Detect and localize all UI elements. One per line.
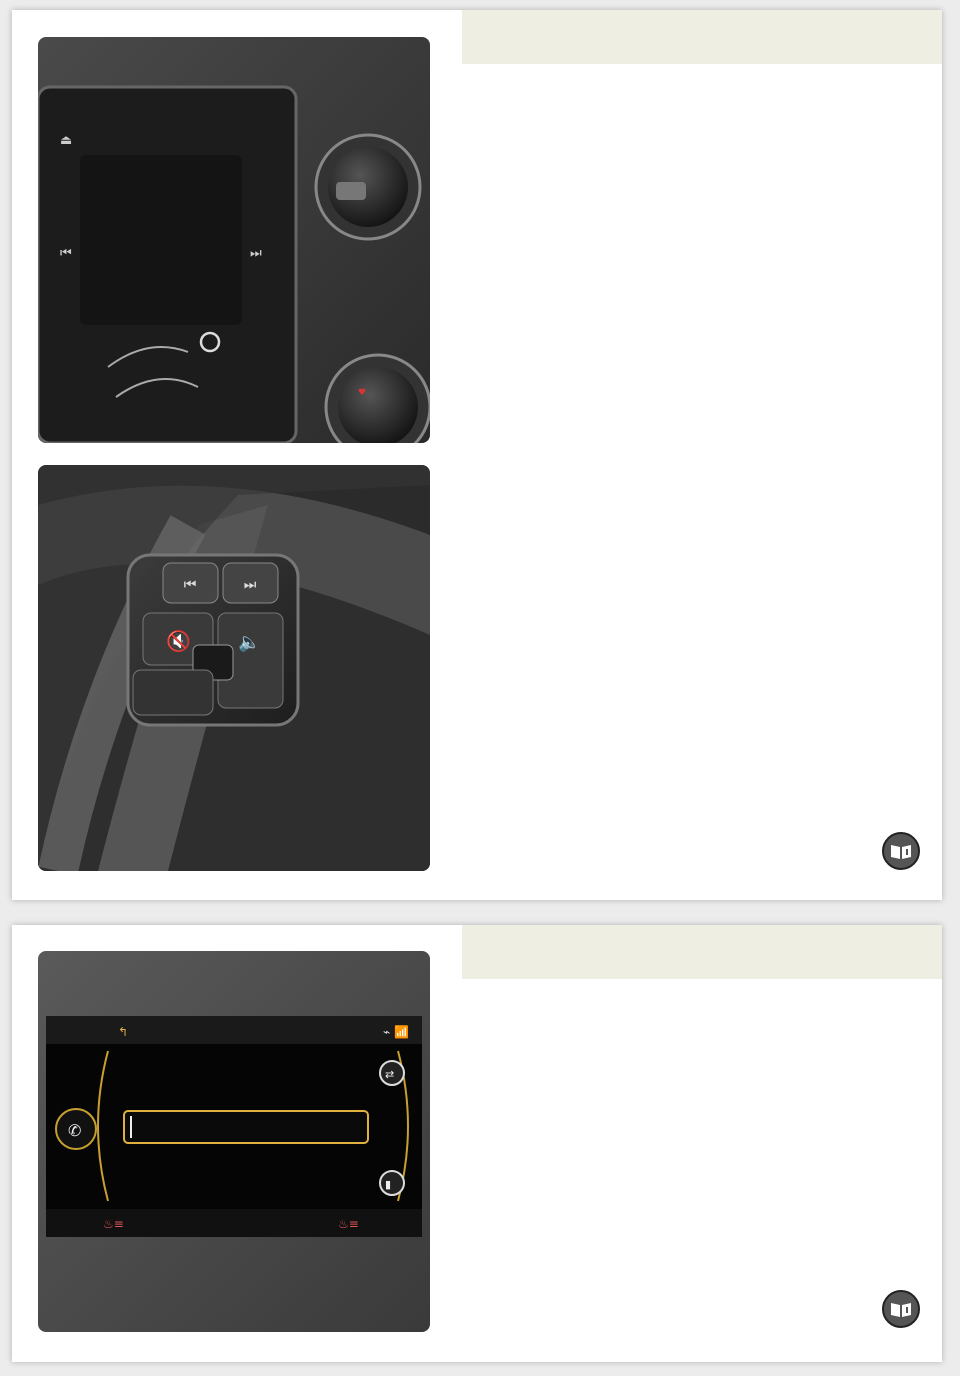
card-infotainment	[12, 10, 942, 900]
signal-icon: ⌁ 📶	[383, 1025, 409, 1039]
card-bluetooth	[12, 925, 942, 1362]
svg-text:✆: ✆	[68, 1121, 82, 1140]
steering-wheel-photo	[38, 465, 430, 871]
svg-text:▮: ▮	[385, 1178, 392, 1191]
center-console-photo	[38, 37, 430, 443]
book-icon-screen[interactable]	[380, 1171, 404, 1195]
swap-icon[interactable]	[380, 1061, 404, 1085]
display-screen-photo	[38, 951, 430, 1332]
wheel-exit-button[interactable]	[133, 670, 213, 715]
ok-menu-knob[interactable]	[316, 135, 420, 239]
section-header	[462, 925, 942, 979]
turn-icon: ↰	[118, 1025, 129, 1039]
svg-text:⇄: ⇄	[385, 1068, 395, 1081]
wheel-next-button[interactable]	[223, 563, 278, 603]
next-icon: ⏭	[243, 577, 257, 593]
next-icon[interactable]: ⏭	[250, 246, 262, 261]
wheel-prev-button[interactable]	[163, 563, 218, 603]
lr-knob[interactable]	[326, 355, 430, 443]
speaker-icon: 🔈	[238, 632, 261, 653]
prev-icon: ⏮	[183, 577, 197, 593]
mute-icon: 🔇	[166, 629, 191, 653]
prev-icon[interactable]: ⏮	[60, 246, 72, 261]
manual-book-icon	[882, 832, 920, 870]
eject-icon[interactable]: ⏏	[60, 133, 73, 148]
bluetooth-phone-icon	[56, 1109, 96, 1149]
manual-book-icon	[882, 1290, 920, 1328]
seat-heat-right-icon: ♨≡	[338, 1217, 359, 1231]
seat-heat-left-icon: ♨≡	[103, 1217, 124, 1231]
section-header	[462, 10, 942, 64]
svg-text:♥: ♥	[358, 388, 367, 398]
phone-input-field[interactable]	[124, 1111, 368, 1143]
